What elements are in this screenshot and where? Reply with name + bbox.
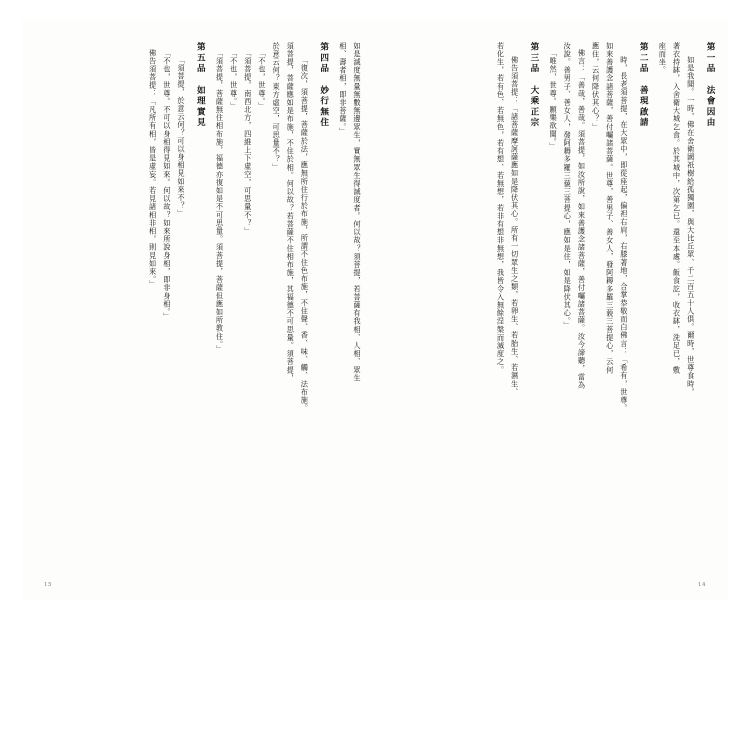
body-column: 「唯然，世尊。願樂欲聞。」 xyxy=(549,49,559,151)
section-heading: 第三品 大乘正宗 xyxy=(528,42,539,129)
body-column: 「不也，世尊。」 xyxy=(257,49,267,111)
body-column: 「須菩提，菩薩無住相布施，福德亦復如是不可思量。須菩提，菩薩但應如所教住。」 xyxy=(215,49,225,354)
body-column: 「須菩提，南西北方，四維上下虛空，可思量不？」 xyxy=(243,49,253,236)
section-heading: 第一品 法會因由 xyxy=(705,42,715,129)
body-column: 相、壽者相，即非菩薩。」 xyxy=(338,42,348,136)
body-column: 「須菩提，於意云何？可以身相見如來不？」 xyxy=(176,56,186,218)
page-left-columns xyxy=(34,42,363,560)
body-column: 如是我聞。一時，佛在舍衛國祇樹給孤獨園，與大比丘眾、千二百五十人俱。爾時，世尊食時， xyxy=(686,56,696,397)
book-spread xyxy=(22,20,728,600)
body-column: 汝說。善男子、善女人，發阿耨多羅三藐三菩提心，應如是住，如是降伏其心。」 xyxy=(563,42,573,330)
body-column: 「不也，世尊。」 xyxy=(229,49,239,111)
page-number-left: 15 xyxy=(44,582,52,588)
body-column: 時，長老須菩提，在大眾中，即從座起，偏袒右肩，右膝著地，合掌恭敬而白佛言：「希有，世尊。 xyxy=(619,56,629,413)
body-column: 佛告須菩提：「凡所有相，皆是虛妄。若見諸相非相，則見如來。」 xyxy=(148,49,158,289)
section-heading: 第四品 妙行無住 xyxy=(318,42,329,129)
body-column: 應住，云何降伏其心？」 xyxy=(591,42,601,132)
page-right-columns xyxy=(387,42,716,560)
body-column: 佛告須菩提：「諸菩薩摩訶薩應如是降伏其心。所有一切眾生之類，若卵生、若胎生、若濕生、 xyxy=(510,56,520,397)
body-column: 如是滅度無量無數無邊眾生，實無眾生得滅度者。何以故？須菩提，若菩薩有我相、人相、眾生 xyxy=(353,42,362,383)
page-right xyxy=(375,20,728,600)
body-column: 須菩提，菩薩應如是布施，不住於相。何以故？若菩薩不住相布施，其福德不可思量。須菩提， xyxy=(286,42,296,383)
body-column: 佛言：「善哉，善哉。須菩提，如汝所說，如來善護念諸菩薩，善付囑諸菩薩。汝今諦聽，當為 xyxy=(577,49,587,390)
body-column: 「不也，世尊。不可以身相得見如來。何以故？如來所說身相，即非身相。」 xyxy=(162,49,172,321)
body-column: 「復次，須菩提，菩薩於法，應無所住行於布施，所謂不住色布施，不住聲、香、味、觸、法布施。 xyxy=(300,56,310,413)
body-column: 座而坐。 xyxy=(658,42,668,75)
body-column: 於意云何？東方虛空，可思量不？」 xyxy=(272,42,282,172)
book-gutter xyxy=(375,20,376,600)
page-number-right: 14 xyxy=(698,582,706,588)
page-left xyxy=(22,20,375,600)
body-column: 若化生，若有色、若無色，若有想、若無想，若非有想非無想，我皆令入無餘涅槃而滅度之。 xyxy=(496,42,506,375)
body-column: 著衣持缽，入舍衛大城乞食。於其城中，次第乞已。還至本處。飯食訖，收衣缽，洗足已，敷 xyxy=(672,42,682,375)
section-heading: 第二品 善現啟請 xyxy=(638,42,649,129)
section-heading: 第五品 如理實見 xyxy=(195,42,206,129)
body-column: 如來善護念諸菩薩，善付囑諸菩薩。世尊，善男子、善女人，發阿耨多羅三藐三菩提心，云何 xyxy=(605,42,615,375)
